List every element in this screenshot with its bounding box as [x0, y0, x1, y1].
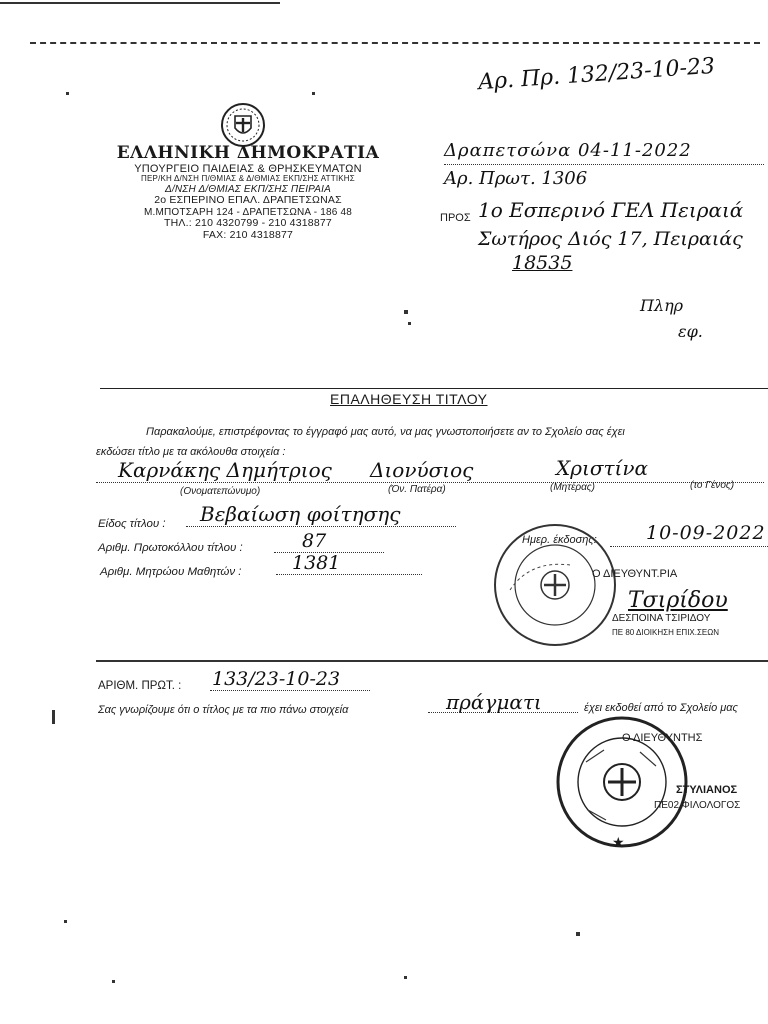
- recipient-line-3: 18535: [512, 252, 573, 274]
- intro-line-2: εκδώσει τίτλο με τα ακόλουθα στοιχεία :: [96, 446, 286, 458]
- top-short-rule: [0, 2, 280, 4]
- seal1-role: Ο ΔΙΕΥΘΥΝΤ.ΡΙΑ: [592, 568, 678, 580]
- star-icon: ★: [612, 834, 625, 850]
- issue-date-line: [610, 546, 768, 547]
- info-note-2: εφ.: [678, 322, 703, 341]
- school-name: 2ο ΕΣΠΕΡΙΝΟ ΕΠΑΛ. ΔΡΑΠΕΤΣΩΝΑΣ: [154, 194, 342, 207]
- country-name: ΕΛΛΗΝΙΚΗ ΔΗΜΟΚΡΑΤΙΑ: [116, 143, 380, 163]
- protocol-value: 87: [302, 530, 327, 552]
- title-type-label: Είδος τίτλου :: [98, 518, 166, 530]
- person-dotted-line: [96, 482, 764, 483]
- reply-rule: [96, 660, 768, 662]
- school-address: Μ.ΜΠΟΤΣΑΡΗ 124 - ΔΡΑΠΕΤΣΩΝΑ - 186 48: [143, 207, 353, 219]
- document-title: ΕΠΑΛΗΘΕΥΣΗ ΤΙΤΛΟΥ: [330, 391, 488, 407]
- protocol-line: Αρ. Πρωτ. 1306: [444, 168, 588, 189]
- scan-speck: [52, 710, 55, 724]
- registry-line: [276, 574, 422, 575]
- seal2-name: ΣΤΥΛΙΑΝΟΣ: [676, 784, 738, 796]
- mother-caption: (Μητέρας): [550, 482, 595, 493]
- seal1-signature: Τσιρίδου: [628, 588, 728, 613]
- reply-handwritten: πράγματι: [446, 690, 542, 714]
- scan-speck: [404, 976, 407, 979]
- mother-name: Χριστίνα: [556, 456, 649, 480]
- seal2-role: Ο ΔΙΕΥΘΥΝΤΗΣ: [622, 732, 703, 744]
- date-underline: [444, 164, 764, 165]
- to-label: ΠΡΟΣ: [440, 212, 471, 224]
- name-caption: (Ονοματεπώνυμο): [180, 486, 261, 497]
- reply-protocol-line: [210, 690, 370, 691]
- scan-speck: [312, 92, 315, 95]
- seal1-specialty: ΠΕ 80 ΔΙΟΙΚΗΣΗ ΕΠΙΧ.ΣΕΩΝ: [612, 628, 720, 637]
- father-name: Διονύσιος: [370, 458, 474, 482]
- school-round-seal: [490, 520, 620, 650]
- intro-line-1: Παρακαλούμε, επιστρέφοντας το έγγραφό μας αυτό, να μας γνωστοποιήσετε αν το Σχολείο σας έχει: [146, 426, 625, 438]
- registry-label: Αριθμ. Μητρώου Μαθητών :: [100, 566, 242, 578]
- title-type-line: [186, 526, 456, 527]
- seal2-specialty: ΠΕ02 ΦΙΛΟΛΟΓΟΣ: [654, 800, 741, 811]
- reply-text-after: έχει εκδοθεί από το Σχολείο μας: [584, 702, 738, 714]
- directorate-name: Δ/ΝΣΗ Δ/ΘΜΙΑΣ ΕΚΠ/ΣΗΣ ΠΕΙΡΑΙΑ: [164, 184, 332, 196]
- date-line: Δραπετσώνα 04-11-2022: [444, 140, 692, 161]
- letterhead: [108, 144, 388, 242]
- ministry-name: ΥΠΟΥΡΓΕΙΟ ΠΑΙΔΕΙΑΣ & ΘΡΗΣΚΕΥΜΑΤΩΝ: [134, 163, 362, 176]
- region-name: ΠΕΡ/ΚΗ Δ/ΝΣΗ Π/ΘΜΙΑΣ & Δ/ΘΜΙΑΣ ΕΚΠ/ΣΗΣ ΑΤΤΙΚΗΣ: [141, 174, 355, 184]
- top-long-rule: [30, 42, 760, 44]
- issue-date-value: 10-09-2022: [646, 522, 766, 544]
- scan-speck: [112, 980, 115, 983]
- protocol-label: Αριθμ. Πρωτοκόλλου τίτλου :: [98, 542, 243, 554]
- section-rule: [100, 388, 768, 389]
- reply-text-before: Σας γνωρίζουμε ότι ο τίτλος με τα πιο πάνω στοιχεία: [98, 704, 349, 716]
- scan-speck: [576, 932, 580, 936]
- scan-speck: [404, 310, 408, 314]
- recipient-line-1: 1ο Εσπερινό ΓΕΛ Πειραιά: [478, 198, 744, 222]
- reply-protocol-label: ΑΡΙΘΜ. ΠΡΩΤ. :: [98, 680, 182, 692]
- info-note-1: Πληρ: [640, 296, 684, 315]
- school-fax: FAX: 210 4318877: [202, 229, 294, 242]
- scan-speck: [408, 322, 411, 325]
- father-caption: (Όν. Πατέρα): [388, 484, 446, 495]
- emblem-icon: [220, 102, 266, 148]
- seal1-name: ΔΕΣΠΟΙΝΑ ΤΣΙΡΙΔΟΥ: [612, 613, 711, 624]
- recipient-line-2: Σωτήρος Διός 17, Πειραιάς: [478, 228, 743, 250]
- scan-speck: [64, 920, 67, 923]
- gender-caption: (το Γένος): [690, 480, 735, 491]
- scan-speck: [66, 92, 69, 95]
- title-type-value: Βεβαίωση φοίτησης: [200, 502, 401, 526]
- top-protocol-stamp: Αρ. Πρ. 132/23-10-23: [477, 53, 716, 96]
- school-phone: ΤΗΛ.: 210 4320799 - 210 4318877: [164, 217, 332, 230]
- issue-date-label: Ημερ. έκδοσης:: [522, 534, 597, 546]
- registry-value: 1381: [292, 552, 341, 574]
- person-name: Καρνάκης Δημήτριος: [118, 458, 332, 482]
- reply-protocol-value: 133/23-10-23: [212, 668, 341, 690]
